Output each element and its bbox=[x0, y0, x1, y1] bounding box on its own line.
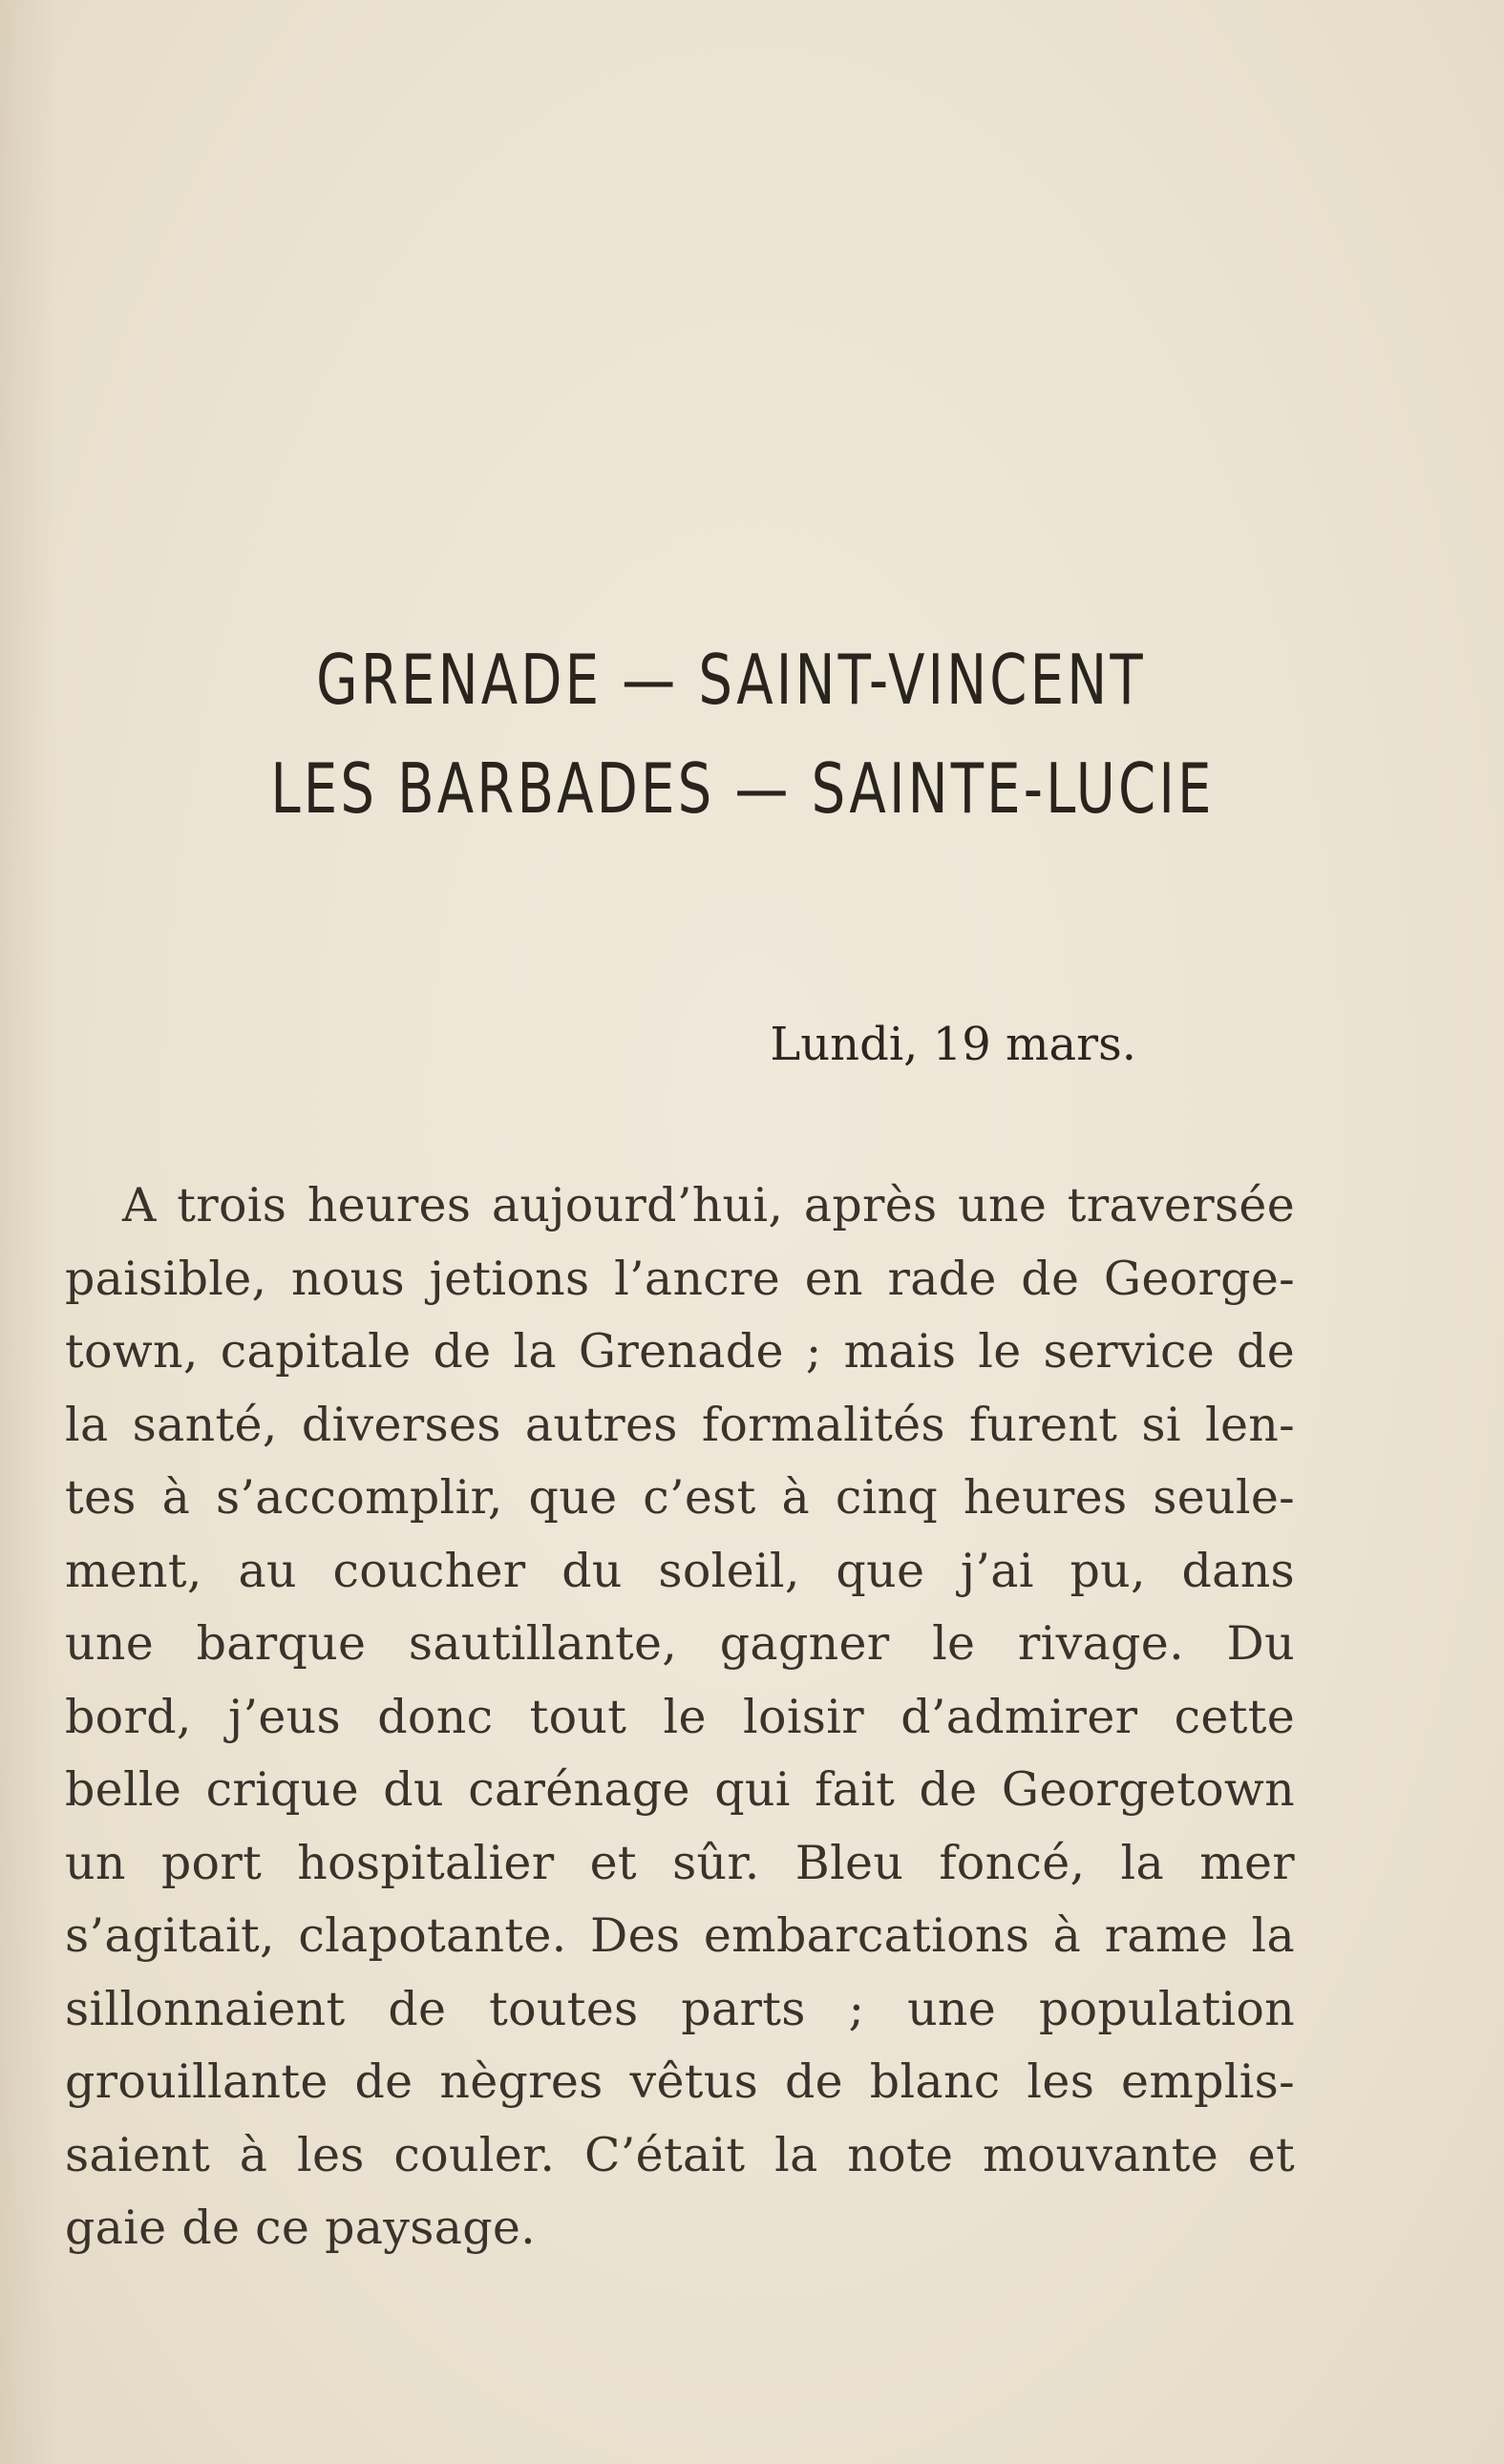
paragraph-line: belle crique du carénage qui fait de Georgetown bbox=[65, 1762, 1295, 1817]
chapter-title-line-1: GRENADE — SAINT-VINCENT bbox=[316, 640, 1146, 720]
paragraph-line: s’agitait, clapotante. Des embarcations à rame la bbox=[65, 1908, 1295, 1963]
paragraph-line: une barque sautillante, gagner le rivage. Du bbox=[65, 1616, 1295, 1671]
paragraph-line: gaie de ce paysage. bbox=[65, 2201, 537, 2255]
paragraph-line: paisible, nous jetions l’ancre en rade de George- bbox=[65, 1251, 1295, 1306]
paragraph-line: saient à les couler. C’était la note mouvante et bbox=[65, 2127, 1295, 2182]
body-paragraph bbox=[65, 1169, 1295, 2265]
paragraph-line: la santé, diverses autres formalités furent si len- bbox=[65, 1397, 1295, 1452]
paragraph-line: sillonnaient de toutes parts ; une population bbox=[65, 1981, 1295, 2036]
dateline: Lundi, 19 mars. bbox=[770, 1018, 1136, 1071]
paragraph-line: un port hospitalier et sûr. Bleu foncé, la mer bbox=[65, 1835, 1295, 1890]
paragraph-line: town, capitale de la Grenade ; mais le service de bbox=[65, 1324, 1295, 1379]
paragraph-line: A trois heures aujourd’hui, après une traversée bbox=[122, 1178, 1295, 1232]
chapter-title-line-2: LES BARBADES — SAINTE-LUCIE bbox=[270, 748, 1215, 829]
paragraph-line: tes à s’accomplir, que c’est à cinq heures seule- bbox=[65, 1470, 1295, 1525]
paragraph-line: ment, au coucher du soleil, que j’ai pu, dans bbox=[65, 1543, 1295, 1598]
paragraph-line: grouillante de nègres vêtus de blanc les emplis- bbox=[65, 2054, 1295, 2109]
paragraph-line: bord, j’eus donc tout le loisir d’admirer cette bbox=[65, 1689, 1295, 1744]
